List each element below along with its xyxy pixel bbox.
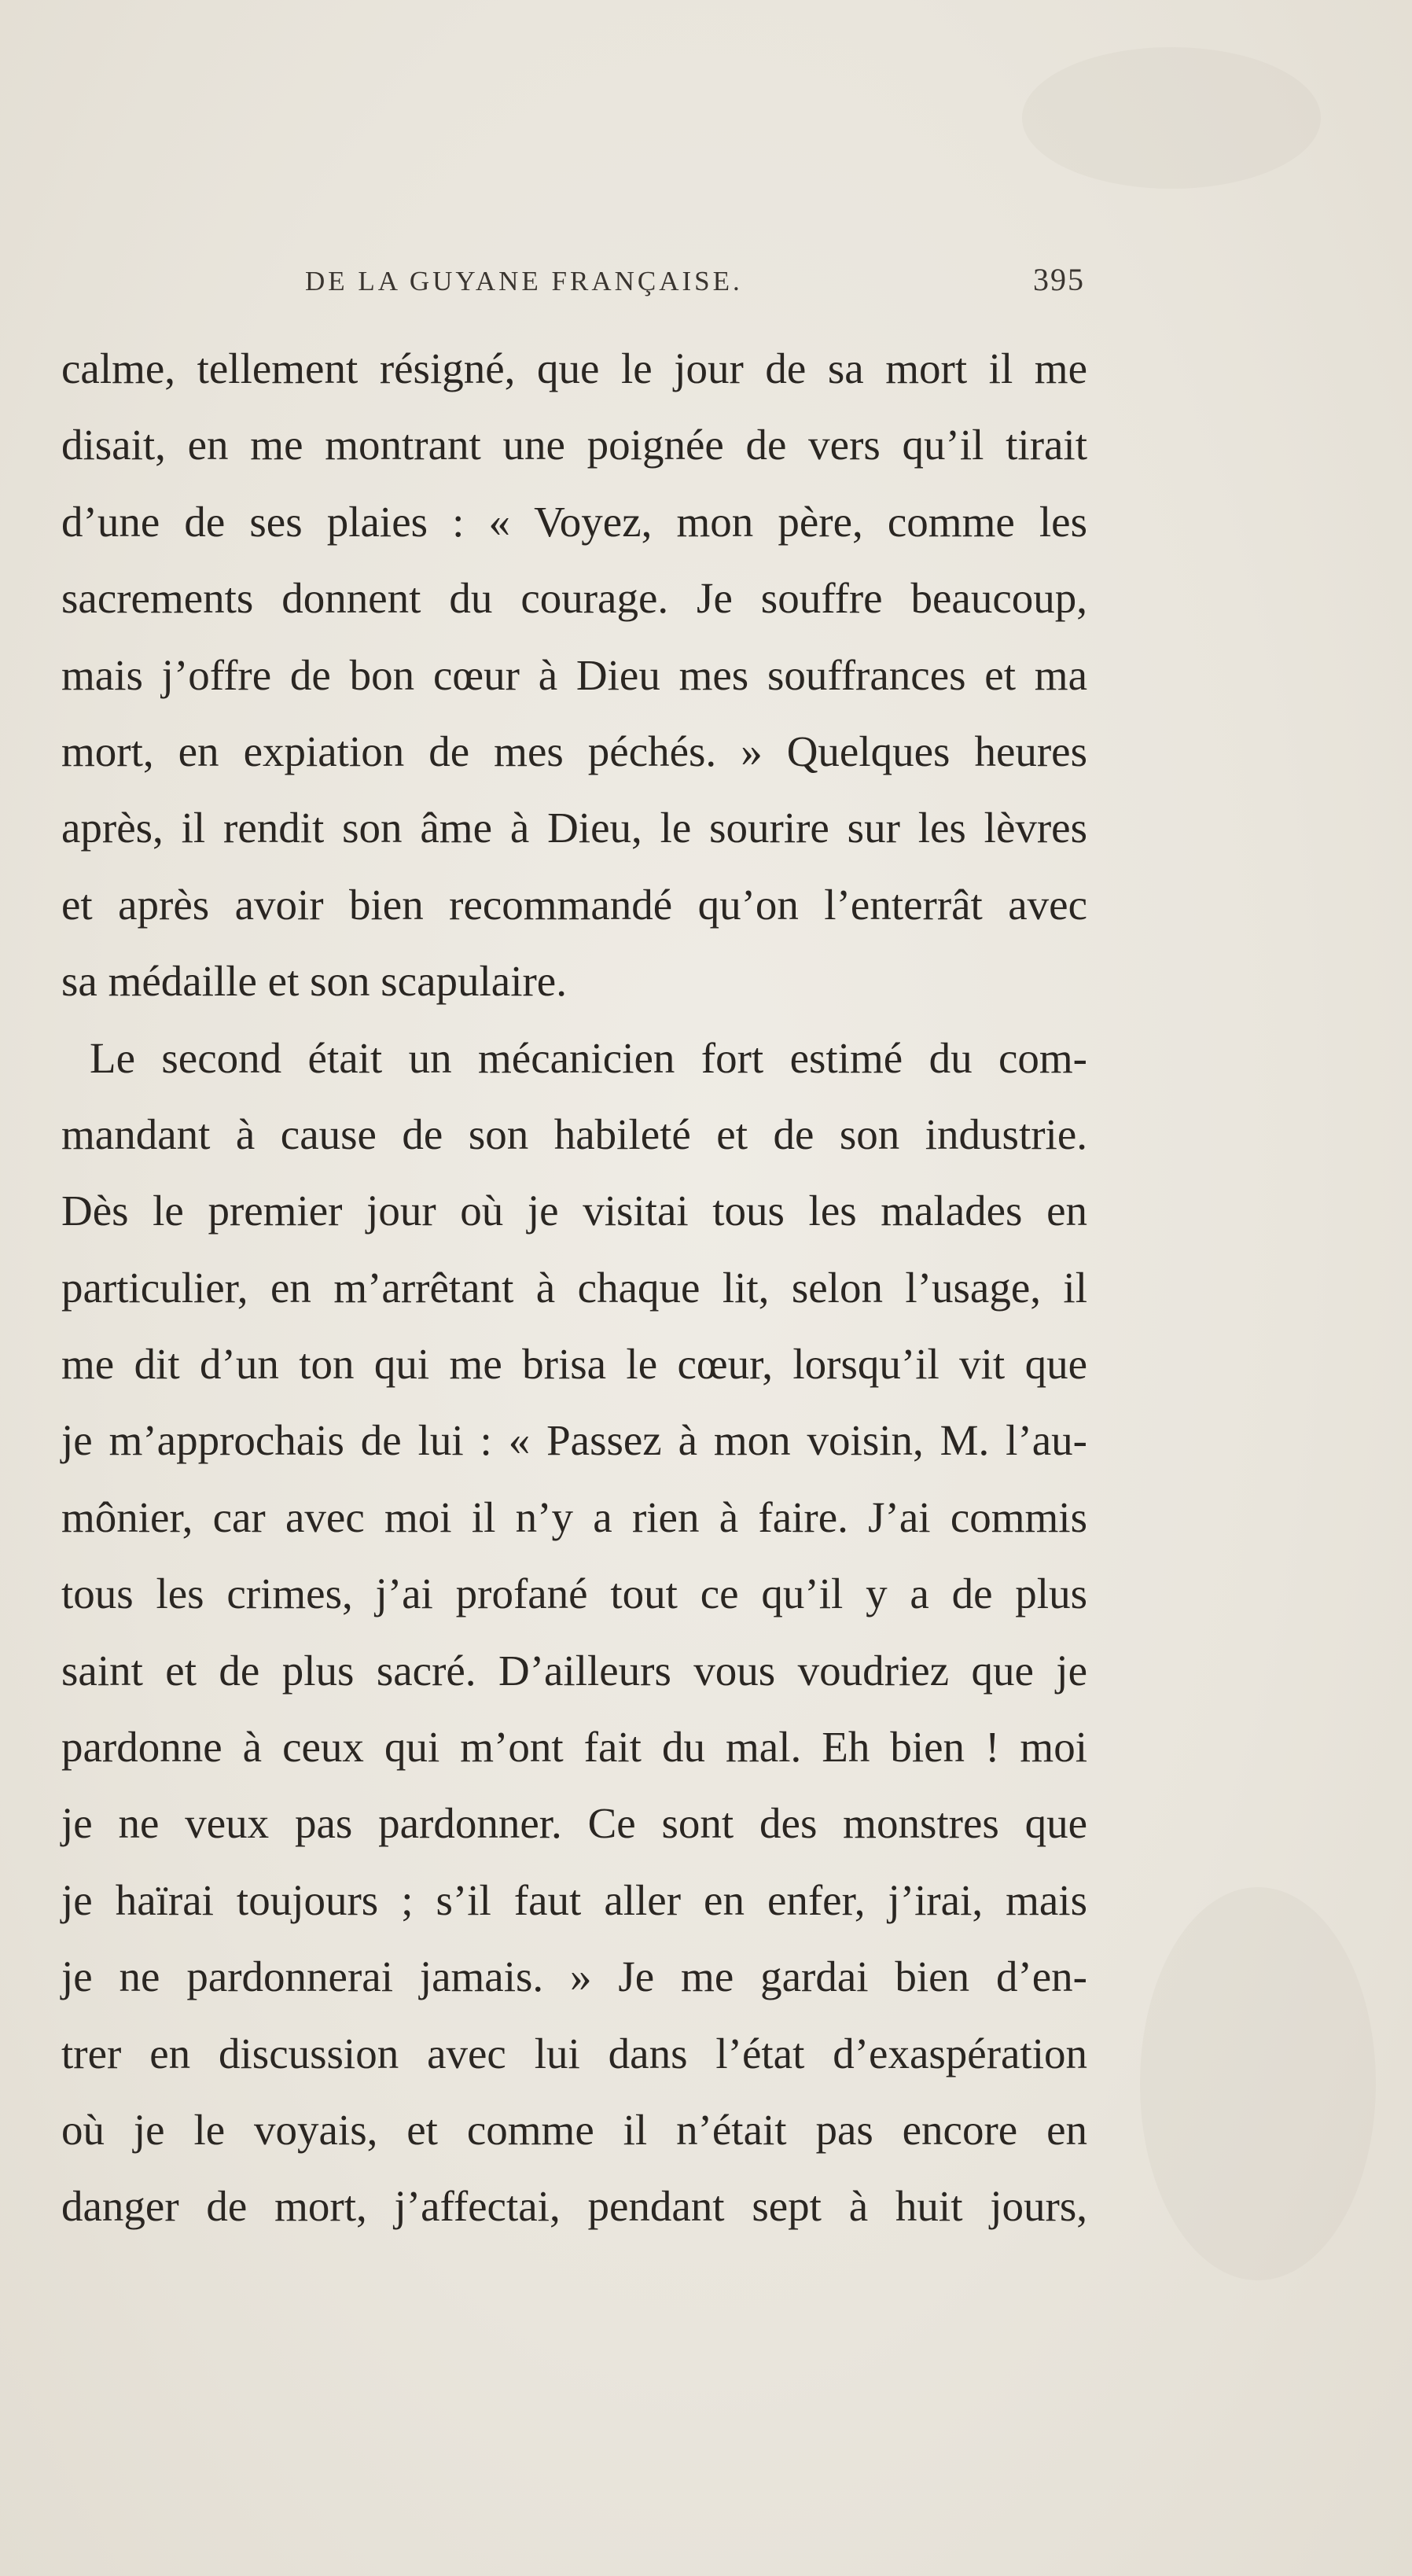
body-text xyxy=(61,330,1087,2245)
text-line: mônier, car avec moi il n’y a rien à faire. J’ai commis xyxy=(61,1492,1087,1541)
text-line: après, il rendit son âme à Dieu, le sourire sur les lèvres xyxy=(61,804,1087,852)
text-line: calme, tellement résigné, que le jour de sa mort il me xyxy=(61,344,1087,392)
page-number: 395 xyxy=(1033,262,1085,297)
text-line: mandant à cause de son habileté et de son industrie. xyxy=(61,1110,1087,1158)
text-line: sa médaille et son scapulaire. xyxy=(61,957,567,1006)
text-line: particulier, en m’arrêtant à chaque lit, selon l’usage, il xyxy=(61,1263,1087,1312)
text-line: disait, en me montrant une poignée de vers qu’il tirait xyxy=(61,421,1087,469)
paper-stain xyxy=(1140,1887,1376,2280)
text-line: où je le voyais, et comme il n’était pas encore en xyxy=(61,2105,1087,2154)
text-line: Dès le premier jour où je visitai tous les malades en xyxy=(61,1187,1087,1235)
text-line: je ne pardonnerai jamais. » Je me gardai bien d’en- xyxy=(61,1952,1087,2001)
text-line: je haïrai toujours ; s’il faut aller en enfer, j’irai, mais xyxy=(61,1875,1087,1924)
text-line: je ne veux pas pardonner. Ce sont des monstres que xyxy=(61,1799,1087,1848)
paper-stain xyxy=(1022,47,1321,189)
text-line: et après avoir bien recommandé qu’on l’enterrât avec xyxy=(61,880,1087,929)
text-line: sacrements donnent du courage. Je souffre beaucoup, xyxy=(61,574,1087,623)
text-line: saint et de plus sacré. D’ailleurs vous voudriez que je xyxy=(61,1646,1087,1695)
text-line: d’une de ses plaies : « Voyez, mon père, comme les xyxy=(61,497,1087,546)
text-line: pardonne à ceux qui m’ont fait du mal. Eh bien ! moi xyxy=(61,1723,1087,1772)
text-line: tous les crimes, j’ai profané tout ce qu’il y a de plus xyxy=(61,1570,1087,1618)
text-line: trer en discussion avec lui dans l’état d’exaspération xyxy=(61,2029,1087,2077)
text-line: je m’approchais de lui : « Passez à mon voisin, M. l’au- xyxy=(61,1416,1087,1465)
running-head: DE LA GUYANE FRANÇAISE. xyxy=(305,266,743,296)
text-line: mort, en expiation de mes péchés. » Quelques heures xyxy=(61,727,1087,775)
text-line: me dit d’un ton qui me brisa le cœur, lorsqu’il vit que xyxy=(61,1340,1087,1389)
text-line: mais j’offre de bon cœur à Dieu mes souffrances et ma xyxy=(61,650,1087,699)
text-line: danger de mort, j’affectai, pendant sept à huit jours, xyxy=(61,2182,1087,2231)
text-line: Le second était un mécanicien fort estimé du com- xyxy=(90,1033,1087,1082)
